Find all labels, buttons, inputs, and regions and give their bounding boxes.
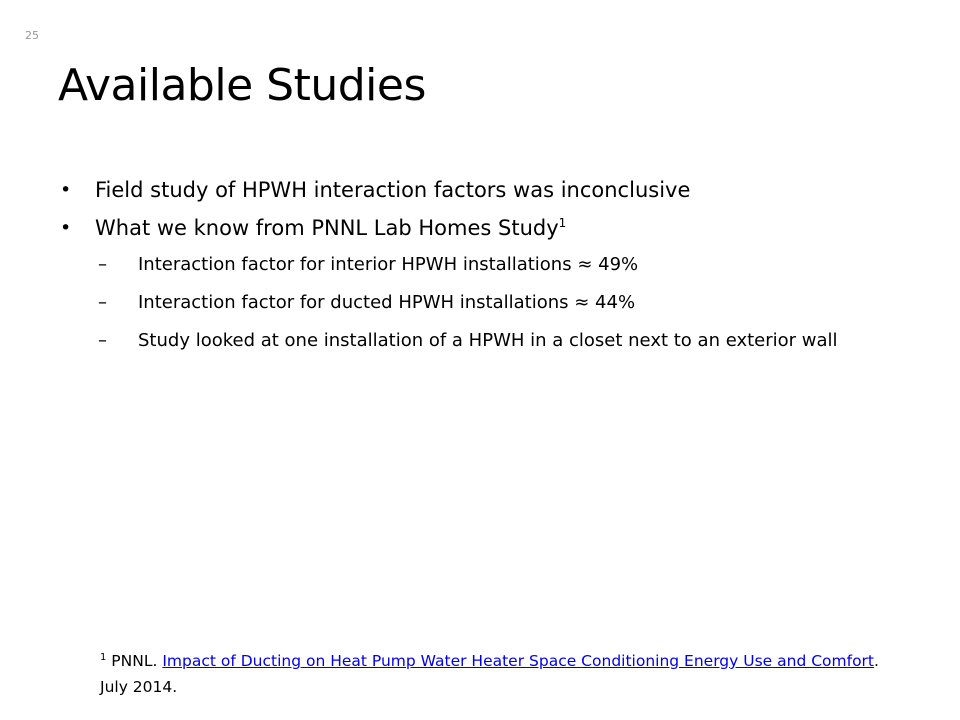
- bullet-text: Field study of HPWH interaction factors was inconclusive: [95, 178, 691, 202]
- bullet-item: [58, 175, 918, 205]
- bullet-list: [58, 175, 918, 365]
- sub-bullet-item: [58, 251, 918, 279]
- footnote: [100, 648, 900, 700]
- sub-bullet-item: [58, 327, 918, 355]
- bullet-marker: •: [60, 217, 72, 239]
- footnote-suffix: . July 2014.: [100, 652, 879, 696]
- bullet-marker: •: [60, 179, 72, 201]
- footnote-link[interactable]: Impact of Ducting on Heat Pump Water Heater Space Conditioning Energy Use and Comfort: [162, 652, 875, 670]
- sub-bullet-text: Interaction factor for ducted HPWH installations ≈ 44%: [138, 292, 636, 313]
- bullet-text: What we know from PNNL Lab Homes Study: [95, 216, 559, 240]
- footnote-prefix: PNNL.: [106, 652, 163, 670]
- footnote-number: 1: [100, 651, 107, 663]
- footnote-reference: 1: [558, 216, 567, 230]
- sub-bullet-text: Interaction factor for interior HPWH installations ≈ 49%: [138, 254, 639, 275]
- slide-title: Available Studies: [58, 60, 426, 111]
- sub-bullet-marker: –: [98, 254, 107, 275]
- slide-number: 25: [25, 29, 39, 42]
- sub-bullet-marker: –: [98, 330, 107, 351]
- sub-bullet-text: Study looked at one installation of a HPWH in a closet next to an exterior wall: [138, 330, 838, 351]
- bullet-item: [58, 213, 918, 243]
- sub-bullet-marker: –: [98, 292, 107, 313]
- sub-bullet-item: [58, 289, 918, 317]
